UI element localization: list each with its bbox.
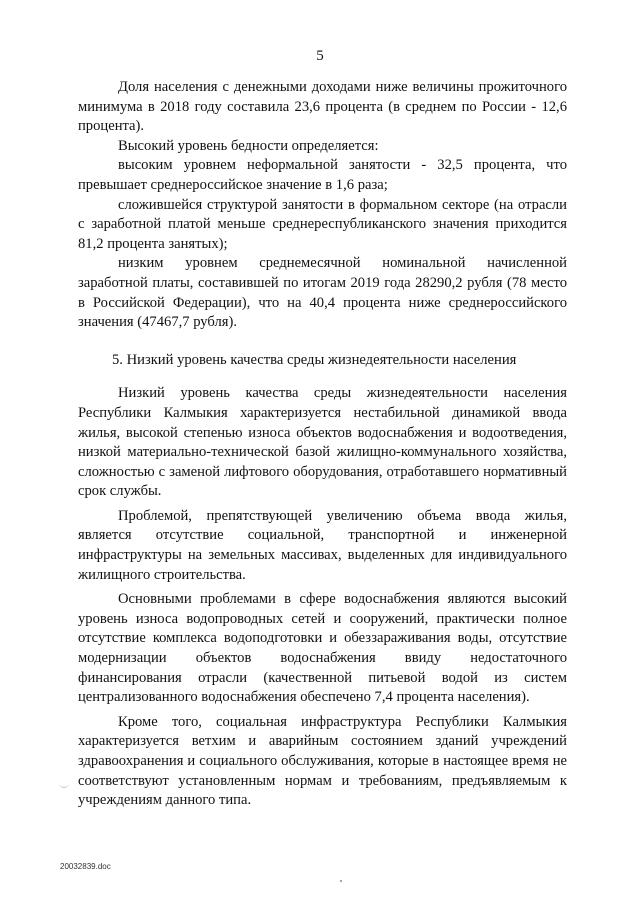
paragraph-informal-employment: высоким уровнем неформальной занятости - 32,5 процента, что превышает среднероссийское значение в 1,6 раза;	[78, 157, 567, 193]
scan-artifact	[59, 783, 69, 788]
paragraph-low-wages: низким уровнем среднемесячной номинальной начисленной заработной платы, составившей по итогам 2019 года 28290,2 рубля (78 место в Российской Федерации), что на 40,4 процента ниже среднероссийского значения (47467,7 рубля).	[78, 255, 567, 331]
paragraph-poverty-share: Доля населения с денежными доходами ниже величины прожиточного минимума в 2018 году составила 23,6 процента (в среднем по России - 12,6 процента).	[78, 79, 567, 135]
paragraph-employment-structure: сложившейся структурой занятости в формальном секторе (на отрасли с заработной платой меньше среднереспубликанского значения приходится 81,2 процента занятых);	[78, 196, 567, 252]
paragraph-social-infrastructure: Кроме того, социальная инфраструктура Республики Калмыкия характеризуется ветхим и аварийным состоянием зданий учреждений здравоохранения и социального обслуживания, которые в настоящее время не соответствуют установленным нормам и требованиям, предъявляемым к учреждениям данного типа.	[78, 713, 567, 809]
page-number: 5	[316, 48, 324, 64]
paragraph-living-environment: Низкий уровень качества среды жизнедеятельности населения Республики Калмыкия характеризуется нестабильной динамикой ввода жилья, высокой степенью износа объектов водоснабжения и водоотведения, низкой материально-технической базой жилищно-коммунального хозяйства, сложностью с заменой лифтового оборудования, отработавшего нормативный срок службы.	[78, 385, 567, 500]
scan-dot	[340, 880, 342, 882]
footer-filename: 20032839.doc	[60, 862, 111, 871]
paragraph-poverty-intro: Высокий уровень бедности определяется:	[118, 137, 379, 154]
paragraph-water-supply: Основными проблемами в сфере водоснабжения являются высокий уровень износа водопроводных сетей и сооружений, практически полное отсутствие комплекса водоподготовки и обеззараживания воды, отсутствие модернизации объектов водоснабжения ввиду недостаточного финансирования отрасли (качественной питьевой водой из систем централизованного водоснабжения обеспечено 7,4 процента населения).	[78, 591, 567, 706]
document-body	[78, 78, 567, 811]
paragraph-housing-infrastructure: Проблемой, препятствующей увеличению объема ввода жилья, является отсутствие социальной, транспортной и инженерной инфраструктуры на земельных массивах, выделенных для индивидуального жилищного строительства.	[78, 507, 567, 583]
section-heading: 5. Низкий уровень качества среды жизнедеятельности населения	[112, 351, 517, 368]
